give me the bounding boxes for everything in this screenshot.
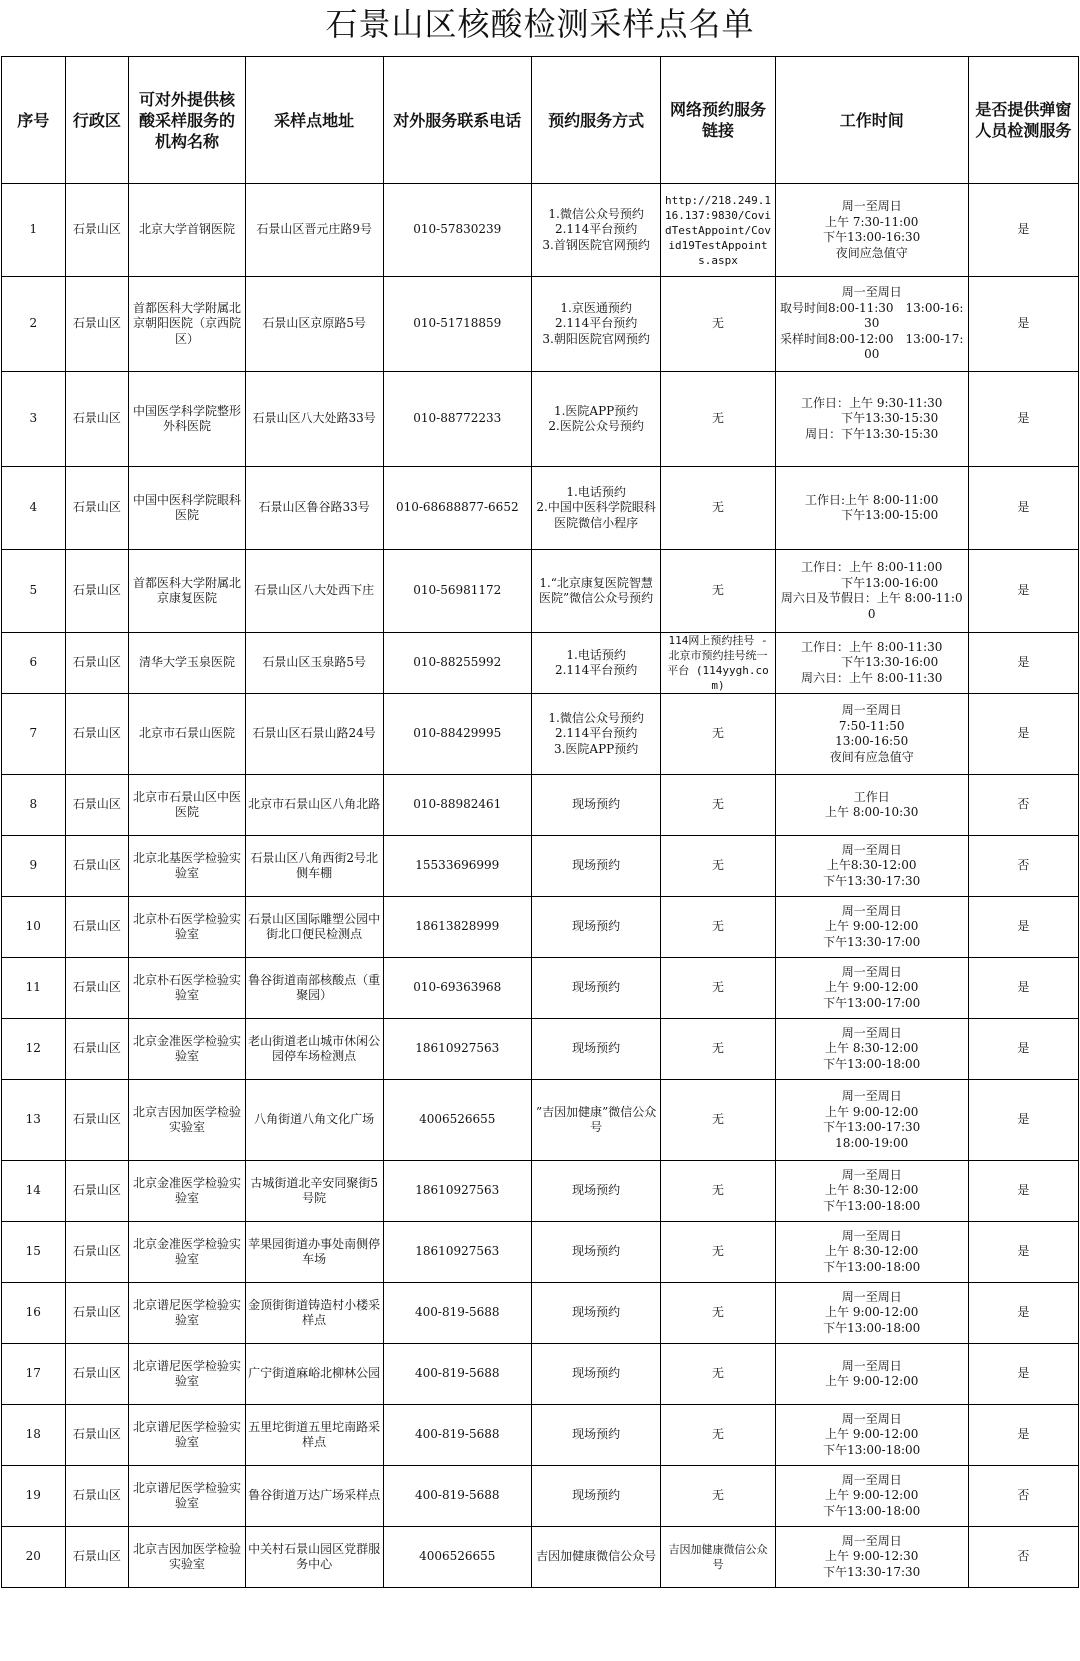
cell-org: 北京谱尼医学检验实验室 — [129, 1466, 246, 1527]
cell-link: 无 — [661, 1466, 775, 1527]
cell-org: 北京金准医学检验实验室 — [129, 1161, 246, 1222]
cell-popup: 是 — [968, 372, 1078, 467]
cell-hours: 周一至周日 上午 9:00-12:00 下午13:00-17:00 — [775, 958, 968, 1019]
cell-popup: 是 — [968, 184, 1078, 277]
cell-popup: 否 — [968, 775, 1078, 836]
cell-phone: 010-56981172 — [383, 550, 531, 633]
cell-popup: 是 — [968, 1344, 1078, 1405]
table-row — [2, 1466, 1079, 1527]
header-org: 可对外提供核酸采样服务的机构名称 — [129, 57, 246, 184]
cell-no: 10 — [2, 897, 66, 958]
cell-hours: 工作日:上午 8:00-11:00 下午13:00-15:00 — [775, 467, 968, 550]
table-row — [2, 277, 1079, 372]
cell-hours: 工作日：上午 8:00-11:30 下午13:30-16:00 周六日：上午 8:00-11:30 — [775, 633, 968, 694]
cell-address: 五里坨街道五里坨南路采样点 — [245, 1405, 383, 1466]
cell-link: 无 — [661, 836, 775, 897]
cell-org: 首都医科大学附属北京康复医院 — [129, 550, 246, 633]
cell-no: 7 — [2, 694, 66, 775]
table-row — [2, 958, 1079, 1019]
cell-no: 20 — [2, 1527, 66, 1588]
cell-hours: 周一至周日 上午 8:30-12:00 下午13:00-18:00 — [775, 1161, 968, 1222]
cell-phone: 010-51718859 — [383, 277, 531, 372]
cell-link: 无 — [661, 775, 775, 836]
cell-hours: 周一至周日 上午 9:00-12:00 下午13:00-17:30 18:00-19:00 — [775, 1080, 968, 1161]
table-body — [2, 184, 1079, 1588]
cell-method: 1.电话预约 2.中国中医科学院眼科医院微信小程序 — [531, 467, 660, 550]
cell-address: 中关村石景山园区党群服务中心 — [245, 1527, 383, 1588]
header-link: 网络预约服务链接 — [661, 57, 775, 184]
table-row — [2, 1222, 1079, 1283]
cell-district: 石景山区 — [65, 775, 129, 836]
cell-method: 现场预约 — [531, 1466, 660, 1527]
cell-address: 石景山区鲁谷路33号 — [245, 467, 383, 550]
cell-phone: 010-88429995 — [383, 694, 531, 775]
cell-district: 石景山区 — [65, 897, 129, 958]
cell-hours: 周一至周日 上午 8:30-12:00 下午13:00-18:00 — [775, 1019, 968, 1080]
header-district: 行政区 — [65, 57, 129, 184]
cell-link: 无 — [661, 1080, 775, 1161]
cell-no: 14 — [2, 1161, 66, 1222]
cell-district: 石景山区 — [65, 836, 129, 897]
table-row — [2, 550, 1079, 633]
cell-popup: 是 — [968, 1283, 1078, 1344]
cell-link: 无 — [661, 1283, 775, 1344]
cell-hours: 周一至周日 上午 7:30-11:00 下午13:00-16:30 夜间应急值守 — [775, 184, 968, 277]
cell-address: 石景山区八角西街2号北侧车棚 — [245, 836, 383, 897]
cell-popup: 是 — [968, 550, 1078, 633]
cell-no: 15 — [2, 1222, 66, 1283]
cell-no: 4 — [2, 467, 66, 550]
cell-no: 1 — [2, 184, 66, 277]
cell-phone: 18613828999 — [383, 897, 531, 958]
table-row — [2, 372, 1079, 467]
cell-method: 1.微信公众号预约 2.114平台预约 3.医院APP预约 — [531, 694, 660, 775]
cell-link[interactable]: http://218.249.116.137:9830/CovidTestAppoint/Covid19TestAppoints.aspx — [661, 184, 775, 277]
cell-popup: 是 — [968, 633, 1078, 694]
cell-method: 吉因加健康微信公众号 — [531, 1527, 660, 1588]
cell-hours: 周一至周日 上午 9:00-12:30 下午13:30-17:30 — [775, 1527, 968, 1588]
cell-district: 石景山区 — [65, 1466, 129, 1527]
cell-no: 5 — [2, 550, 66, 633]
cell-org: 北京市石景山医院 — [129, 694, 246, 775]
cell-hours: 周一至周日 上午 9:00-12:00 下午13:00-18:00 — [775, 1405, 968, 1466]
cell-method: 现场预约 — [531, 1161, 660, 1222]
cell-phone: 4006526655 — [383, 1080, 531, 1161]
cell-phone: 010-88255992 — [383, 633, 531, 694]
cell-address: 鲁谷街道南部核酸点（重聚园） — [245, 958, 383, 1019]
cell-no: 18 — [2, 1405, 66, 1466]
cell-link[interactable]: 114网上预约挂号 - 北京市预约挂号统一平台 (114yygh.com) — [661, 633, 775, 694]
cell-address: 古城街道北辛安同聚街5号院 — [245, 1161, 383, 1222]
cell-hours: 工作日：上午 9:30-11:30 下午13:30-15:30 周日：下午13:30-15:30 — [775, 372, 968, 467]
cell-method: 现场预约 — [531, 836, 660, 897]
cell-no: 19 — [2, 1466, 66, 1527]
cell-method: 1.微信公众号预约 2.114平台预约 3.首钢医院官网预约 — [531, 184, 660, 277]
cell-district: 石景山区 — [65, 467, 129, 550]
cell-popup: 是 — [968, 277, 1078, 372]
cell-link: 无 — [661, 958, 775, 1019]
cell-org: 北京吉因加医学检验实验室 — [129, 1527, 246, 1588]
header-method: 预约服务方式 — [531, 57, 660, 184]
cell-link: 无 — [661, 372, 775, 467]
cell-hours: 工作日 上午 8:00-10:30 — [775, 775, 968, 836]
cell-org: 北京金准医学检验实验室 — [129, 1222, 246, 1283]
cell-phone: 400-819-5688 — [383, 1466, 531, 1527]
cell-method: 1.“北京康复医院智慧医院”微信公众号预约 — [531, 550, 660, 633]
cell-no: 17 — [2, 1344, 66, 1405]
cell-org: 北京北基医学检验实验室 — [129, 836, 246, 897]
cell-popup: 是 — [968, 1161, 1078, 1222]
cell-address: 金顶街街道铸造村小楼采样点 — [245, 1283, 383, 1344]
cell-address: 鲁谷街道万达广场采样点 — [245, 1466, 383, 1527]
cell-district: 石景山区 — [65, 694, 129, 775]
cell-method: 现场预约 — [531, 1222, 660, 1283]
cell-phone: 18610927563 — [383, 1161, 531, 1222]
cell-phone: 010-88772233 — [383, 372, 531, 467]
cell-district: 石景山区 — [65, 1019, 129, 1080]
cell-phone: 010-68688877-6652 — [383, 467, 531, 550]
cell-method: 现场预约 — [531, 1283, 660, 1344]
table-row — [2, 467, 1079, 550]
cell-phone: 4006526655 — [383, 1527, 531, 1588]
cell-popup: 否 — [968, 1527, 1078, 1588]
cell-phone: 15533696999 — [383, 836, 531, 897]
cell-org: 北京谱尼医学检验实验室 — [129, 1405, 246, 1466]
cell-popup: 是 — [968, 958, 1078, 1019]
table-row — [2, 1283, 1079, 1344]
cell-district: 石景山区 — [65, 1527, 129, 1588]
cell-popup: 否 — [968, 1466, 1078, 1527]
cell-no: 12 — [2, 1019, 66, 1080]
cell-address: 石景山区石景山路24号 — [245, 694, 383, 775]
cell-org: 首都医科大学附属北京朝阳医院（京西院区） — [129, 277, 246, 372]
cell-popup: 是 — [968, 694, 1078, 775]
header-address: 采样点地址 — [245, 57, 383, 184]
cell-address: 苹果园街道办事处南侧停车场 — [245, 1222, 383, 1283]
cell-no: 2 — [2, 277, 66, 372]
cell-phone: 400-819-5688 — [383, 1344, 531, 1405]
cell-no: 11 — [2, 958, 66, 1019]
cell-district: 石景山区 — [65, 277, 129, 372]
cell-phone: 010-69363968 — [383, 958, 531, 1019]
table-row — [2, 184, 1079, 277]
cell-method: 现场预约 — [531, 897, 660, 958]
table-row — [2, 1019, 1079, 1080]
cell-address: 石景山区玉泉路5号 — [245, 633, 383, 694]
table-row — [2, 836, 1079, 897]
cell-no: 6 — [2, 633, 66, 694]
cell-method: 现场预约 — [531, 775, 660, 836]
cell-link: 无 — [661, 550, 775, 633]
cell-method: 现场预约 — [531, 958, 660, 1019]
cell-popup: 是 — [968, 1080, 1078, 1161]
cell-popup: 否 — [968, 836, 1078, 897]
cell-address: 北京市石景山区八角北路 — [245, 775, 383, 836]
cell-popup: 是 — [968, 1019, 1078, 1080]
cell-district: 石景山区 — [65, 1283, 129, 1344]
cell-district: 石景山区 — [65, 958, 129, 1019]
cell-method: 现场预约 — [531, 1344, 660, 1405]
table-row — [2, 1344, 1079, 1405]
cell-org: 中国医学科学院整形外科医院 — [129, 372, 246, 467]
cell-phone: 010-57830239 — [383, 184, 531, 277]
cell-org: 清华大学玉泉医院 — [129, 633, 246, 694]
cell-address: 石景山区八大处西下庄 — [245, 550, 383, 633]
cell-district: 石景山区 — [65, 184, 129, 277]
table-row — [2, 897, 1079, 958]
cell-hours: 周一至周日 上午8:30-12:00 下午13:30-17:30 — [775, 836, 968, 897]
cell-link[interactable]: 吉因加健康微信公众号 — [661, 1527, 775, 1588]
cell-popup: 是 — [968, 1405, 1078, 1466]
table-row — [2, 1161, 1079, 1222]
cell-phone: 18610927563 — [383, 1019, 531, 1080]
cell-org: 北京大学首钢医院 — [129, 184, 246, 277]
table-header-row — [2, 57, 1079, 184]
cell-org: 北京朴石医学检验实验室 — [129, 897, 246, 958]
table-row — [2, 1527, 1079, 1588]
cell-org: 北京金准医学检验实验室 — [129, 1019, 246, 1080]
header-no: 序号 — [2, 57, 66, 184]
cell-org: 中国中医科学院眼科医院 — [129, 467, 246, 550]
cell-link: 无 — [661, 1344, 775, 1405]
cell-link: 无 — [661, 1405, 775, 1466]
cell-no: 8 — [2, 775, 66, 836]
cell-popup: 是 — [968, 897, 1078, 958]
cell-phone: 010-88982461 — [383, 775, 531, 836]
cell-address: 石景山区晋元庄路9号 — [245, 184, 383, 277]
cell-hours: 周一至周日 上午 9:00-12:00 — [775, 1344, 968, 1405]
cell-address: 广宁街道麻峪北柳林公园 — [245, 1344, 383, 1405]
cell-district: 石景山区 — [65, 1161, 129, 1222]
cell-link: 无 — [661, 1161, 775, 1222]
cell-link: 无 — [661, 897, 775, 958]
cell-district: 石景山区 — [65, 372, 129, 467]
cell-method: 1.京医通预约 2.114平台预约 3.朝阳医院官网预约 — [531, 277, 660, 372]
cell-no: 16 — [2, 1283, 66, 1344]
cell-method: ”吉因加健康”微信公众号 — [531, 1080, 660, 1161]
cell-org: 北京吉因加医学检验实验室 — [129, 1080, 246, 1161]
header-phone: 对外服务联系电话 — [383, 57, 531, 184]
cell-address: 石景山区国际雕塑公园中街北口便民检测点 — [245, 897, 383, 958]
cell-link: 无 — [661, 694, 775, 775]
cell-hours: 工作日：上午 8:00-11:00 下午13:00-16:00 周六日及节假日：上午 8:00-11:00 — [775, 550, 968, 633]
cell-phone: 400-819-5688 — [383, 1283, 531, 1344]
cell-popup: 是 — [968, 467, 1078, 550]
cell-org: 北京谱尼医学检验实验室 — [129, 1344, 246, 1405]
cell-no: 3 — [2, 372, 66, 467]
cell-address: 石景山区八大处路33号 — [245, 372, 383, 467]
cell-method: 现场预约 — [531, 1405, 660, 1466]
header-hours: 工作时间 — [775, 57, 968, 184]
cell-link: 无 — [661, 467, 775, 550]
cell-org: 北京朴石医学检验实验室 — [129, 958, 246, 1019]
table-row — [2, 633, 1079, 694]
cell-org: 北京谱尼医学检验实验室 — [129, 1283, 246, 1344]
cell-link: 无 — [661, 1019, 775, 1080]
cell-hours: 周一至周日 上午 9:00-12:00 下午13:00-18:00 — [775, 1283, 968, 1344]
cell-phone: 400-819-5688 — [383, 1405, 531, 1466]
cell-address: 老山街道老山城市休闲公园停车场检测点 — [245, 1019, 383, 1080]
cell-method: 现场预约 — [531, 1019, 660, 1080]
cell-district: 石景山区 — [65, 1344, 129, 1405]
cell-no: 13 — [2, 1080, 66, 1161]
table-row — [2, 1405, 1079, 1466]
cell-phone: 18610927563 — [383, 1222, 531, 1283]
cell-method: 1.医院APP预约 2.医院公众号预约 — [531, 372, 660, 467]
cell-hours: 周一至周日 上午 9:00-12:00 下午13:00-18:00 — [775, 1466, 968, 1527]
page-title: 石景山区核酸检测采样点名单 — [325, 5, 755, 43]
cell-popup: 是 — [968, 1222, 1078, 1283]
cell-hours: 周一至周日 上午 8:30-12:00 下午13:00-18:00 — [775, 1222, 968, 1283]
table-row — [2, 1080, 1079, 1161]
cell-district: 石景山区 — [65, 550, 129, 633]
cell-hours: 周一至周日 7:50-11:50 13:00-16:50 夜间有应急值守 — [775, 694, 968, 775]
header-popup: 是否提供弹窗人员检测服务 — [968, 57, 1078, 184]
cell-no: 9 — [2, 836, 66, 897]
cell-district: 石景山区 — [65, 1222, 129, 1283]
cell-method: 1.电话预约 2.114平台预约 — [531, 633, 660, 694]
sampling-points-table — [1, 56, 1079, 1588]
table-row — [2, 775, 1079, 836]
cell-address: 石景山区京原路5号 — [245, 277, 383, 372]
cell-district: 石景山区 — [65, 1080, 129, 1161]
cell-district: 石景山区 — [65, 1405, 129, 1466]
cell-link: 无 — [661, 277, 775, 372]
cell-district: 石景山区 — [65, 633, 129, 694]
cell-hours: 周一至周日 上午 9:00-12:00 下午13:30-17:00 — [775, 897, 968, 958]
cell-org: 北京市石景山区中医医院 — [129, 775, 246, 836]
cell-hours: 周一至周日 取号时间8:00-11:30 13:00-16:30 采样时间8:00-12:00 13:00-17:00 — [775, 277, 968, 372]
table-row — [2, 694, 1079, 775]
cell-link: 无 — [661, 1222, 775, 1283]
cell-address: 八角街道八角文化广场 — [245, 1080, 383, 1161]
